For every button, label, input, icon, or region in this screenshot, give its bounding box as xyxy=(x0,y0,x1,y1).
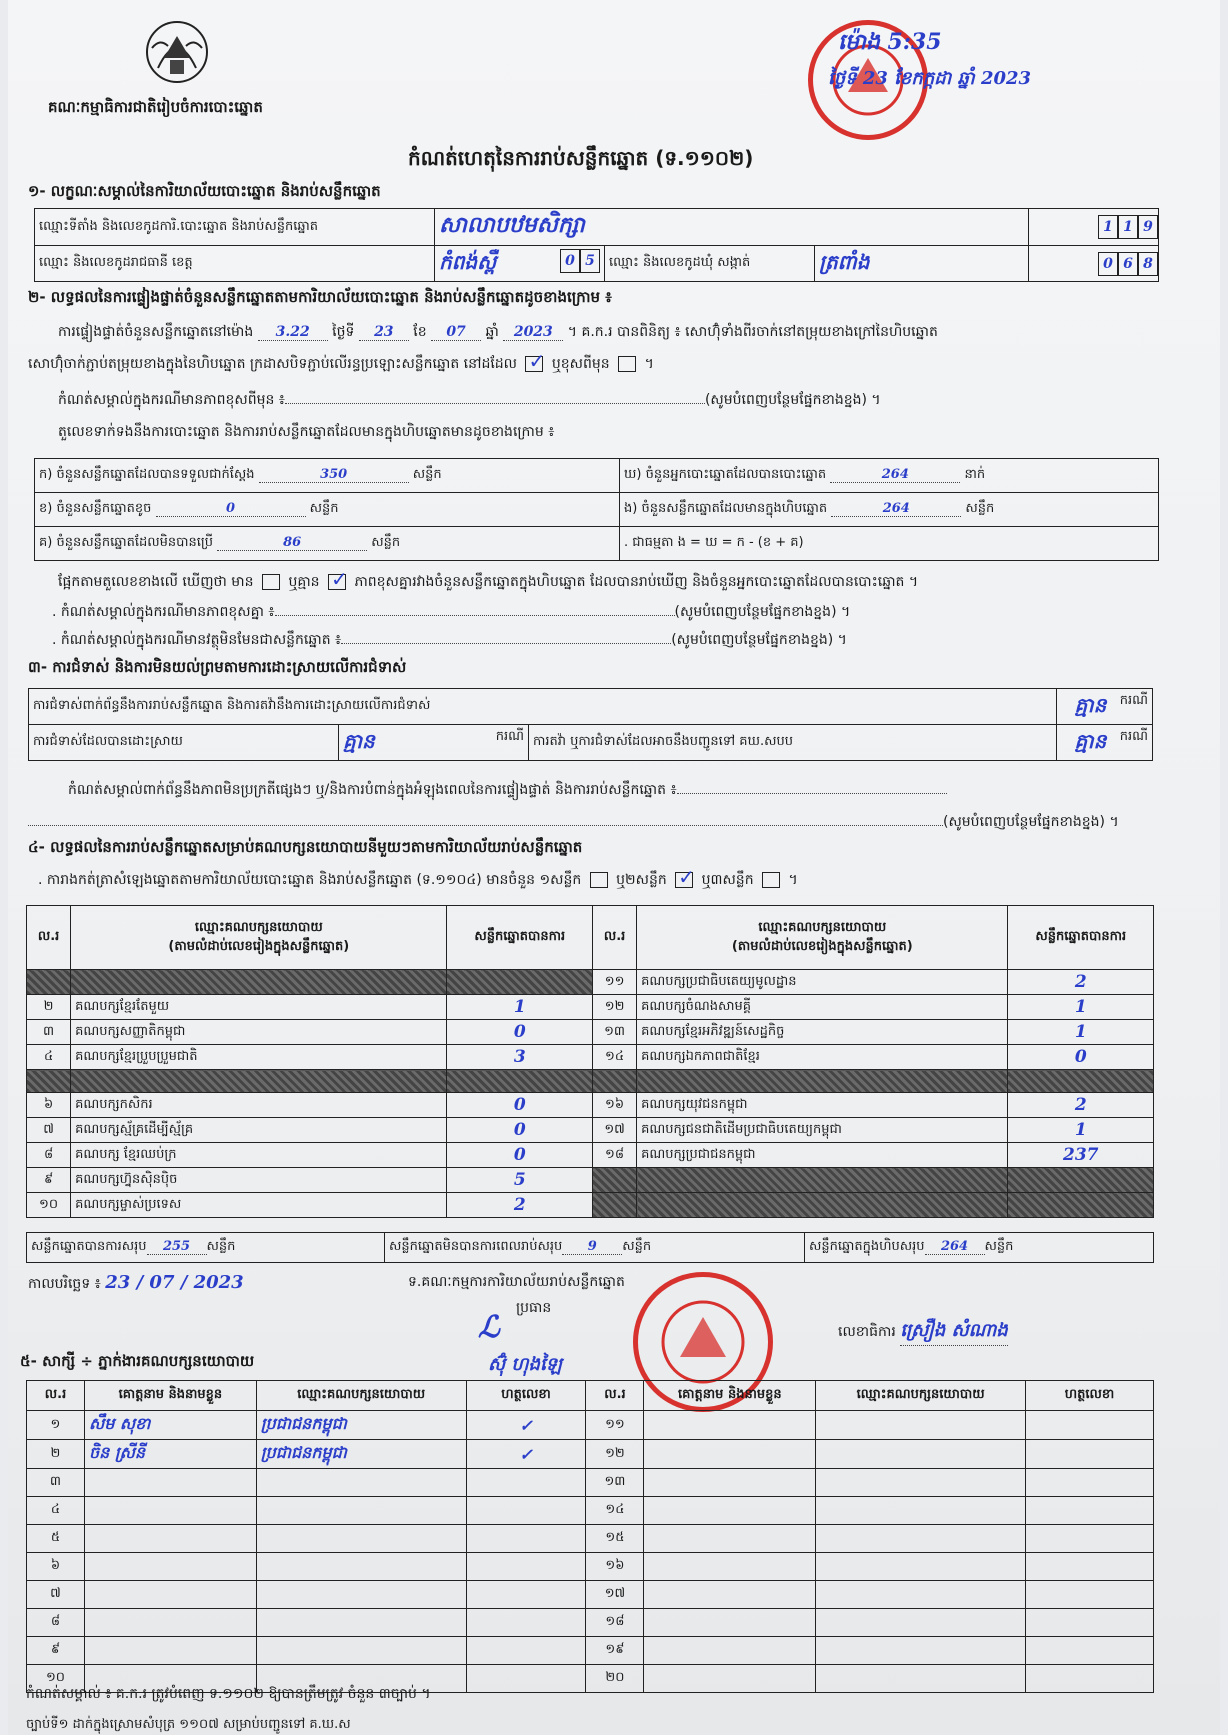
witness-empty-cell xyxy=(644,1497,816,1525)
witness-empty-cell xyxy=(644,1440,816,1469)
stamp-time: ម៉ោង 5:35 xyxy=(838,29,942,55)
date-value: 23 / 07 / 2023 xyxy=(105,1272,244,1293)
party-party-cell: គណបក្ស ខ្មែរឈប់ក្រ xyxy=(71,1143,447,1168)
verification-month: 07 xyxy=(431,324,481,341)
witness-row xyxy=(27,1609,1154,1637)
party-no-cell: ១២ xyxy=(593,995,637,1020)
witness-sign-cell: ✓ xyxy=(466,1440,586,1469)
witness-row xyxy=(27,1637,1154,1665)
total-in-box: 264 xyxy=(925,1239,985,1255)
unused-ballots: 86 xyxy=(217,535,367,551)
table-row xyxy=(27,1143,1154,1168)
party-votes-cell: 1 xyxy=(447,995,593,1020)
witness-no-cell: ៨ xyxy=(27,1609,85,1637)
party-party-cell: គណបក្សជនជាតិដើមប្រជាធិបតេយ្យកម្ពុជា xyxy=(637,1118,1008,1143)
witness-empty-cell xyxy=(1026,1469,1154,1497)
verification-line-2: សោហ៊ុំចាក់ភ្ជាប់តម្រុយខាងក្នុងនៃហិបឆ្នោត ក្រដាសបិទភ្ជាប់លើរន្ធប្រឡោះសន្លឹកឆ្នោត នៅដដែល ✓ ឬខុសពីមុន ។ xyxy=(28,349,654,373)
witness-row xyxy=(27,1525,1154,1553)
witness-no-cell: ៦ xyxy=(27,1553,85,1581)
party-votes-cell: 1 xyxy=(1008,1020,1154,1045)
witness-row xyxy=(27,1469,1154,1497)
witness-sign-cell xyxy=(466,1525,586,1553)
tally-sheet-line: . ការាងកត់ត្រាសំឡេងឆ្នោតតាមការិយាល័យបោះឆ្នោត និងរាប់សន្លឹកឆ្នោត (ទ.១១០៤) មានចំនួន ១សន្លឹក ឬ២សន្លឹក ✓ ឬ៣សន្លឹក ។ xyxy=(38,865,798,889)
section2-heading: ២- លទ្ធផលនៃការផ្ទៀងផ្ទាត់ចំនួនសន្លឹកឆ្នោតតាមការិយាល័យបោះឆ្នោត និងរាប់សន្លឹកឆ្នោតដូចខាងក្រោម ៖ xyxy=(28,288,612,306)
results-table: ល.រ ឈ្មោះគណបក្សនយោបាយ (តាមលំដាប់លេខរៀងក្នុងសន្លឹកឆ្នោត) សន្លឹកឆ្នោតបានការ ល.រ ឈ្មោះគណបក្សនយោបាយ (តាមលំដាប់លេខរៀងក្នុងសន្លឹកឆ្នោត) សន្លឹកឆ្នោតបានការ ១១ គណបក្សប្រជាធិបតេយ្យមូលដ្ឋាន 2 ២ គណបក្សខ្មែរតែមួយ 1 ១២ គណបក្សចំណងសាមគ្គី 1 ៣ គណបក្សសញ្ញាតិកម្ពុជា 0 ១៣ គណបក្សខ្មែរអភិវឌ្ឍន៍សេដ្ឋកិច្ច 1 ៤ គណបក្សខ្មែរប្រួបប្រួមជាតិ 3 ១៤ គណបក្សឯកភាពជាតិខ្មែរ 0 ៦ គណបក្សកសិករ 0 ១៦ គណបក្សយុវជនកម្ពុជា 2 ៧ គណបក្សស្ម័គ្រដើម្បីស្ម័គ្រ 0 ១៧ គណបក្សជនជាតិដើមប្រជាធិបតេយ្យកម្ពុជា 1 ៨ គណបក្ស ខ្មែរឈប់ក្រ 0 ១៨ គណបក្សប្រជាជនកម្ពុជា 237 ៩ គណបក្សហ្វ៊ុនស៊ិនប៉ិច 5 ១០ គណបក្សម្ចាស់ប្រទេស 2 xyxy=(26,905,1154,1218)
total-invalid: 9 xyxy=(562,1239,622,1255)
foreign-object-note: . កំណត់សម្គាល់ក្នុងករណីមានវត្ថុមិនមែនជាសន្លឹកឆ្នោត ៖ (សូមបំពេញបន្ថែមផ្នែកខាងខ្នង) ។ xyxy=(52,632,847,648)
verification-day: 23 xyxy=(359,324,409,341)
table-row xyxy=(27,1045,1154,1070)
commune-code-1: 0 xyxy=(1098,252,1118,276)
witness-empty-cell xyxy=(644,1637,816,1665)
shaded-cell xyxy=(447,970,593,995)
witness-sign-cell: ✓ xyxy=(466,1411,586,1440)
party-votes-cell: 5 xyxy=(447,1168,593,1193)
witness-empty-cell xyxy=(1026,1525,1154,1553)
shaded-cell xyxy=(637,1168,1008,1193)
shaded-cell xyxy=(1008,1193,1154,1218)
location-label: ឈ្មោះទីតាំង និងលេខកូដការិ.បោះឆ្នោត និងរាប់សន្លឹកឆ្នោត xyxy=(35,209,435,246)
party-party-cell: គណបក្សស្ម័គ្រដើម្បីស្ម័គ្រ xyxy=(71,1118,447,1143)
witness-name-cell xyxy=(84,1609,256,1637)
witness-name-cell xyxy=(84,1553,256,1581)
witness-name-cell xyxy=(84,1637,256,1665)
witness-empty-cell xyxy=(644,1665,816,1693)
commune-value: ត្រពាំង xyxy=(819,249,870,274)
ballots-in-box: 264 xyxy=(831,501,961,517)
party-party-cell: គណបក្សខ្មែរអភិវឌ្ឍន៍សេដ្ឋកិច្ច xyxy=(637,1020,1008,1045)
verification-line-4: តួលេខទាក់ទងនឹងការបោះឆ្នោត និងការរាប់សន្លឹកឆ្នោតដែលមានក្នុងហិបឆ្នោតមានដូចខាងក្រោម ៖ xyxy=(58,424,555,440)
party-votes-cell: 0 xyxy=(447,1118,593,1143)
counts-table: ក) ចំនួនសន្លឹកឆ្នោតដែលបានទទួលជាក់ស្ដែង 350 សន្លឹក ឃ) ចំនួនអ្នកបោះឆ្នោតដែលបានបោះឆ្នោត 264 នាក់ ខ) ចំនួនសន្លឹកឆ្នោតខូច 0 សន្លឹក ង) ចំនួនសន្លឹកឆ្នោតដែលមានក្នុងហិបឆ្នោត 264 សន្លឹក គ) ចំនួនសន្លឹកឆ្នោតដែលមិនបានប្រើ 86 សន្លឹក . ជាធម្មតា ង = ឃ = ក - (ខ + គ) xyxy=(34,458,1159,561)
location-value: សាលាបឋមសិក្សា xyxy=(439,212,585,238)
party-votes-cell: 1 xyxy=(1008,995,1154,1020)
province-code-1: 0 xyxy=(560,249,580,273)
witness-empty-cell xyxy=(644,1411,816,1440)
section5-heading: ៥- សាក្សី ÷ ភ្នាក់ងារគណបក្សនយោបាយ xyxy=(20,1352,255,1370)
witness-empty-cell xyxy=(816,1581,1026,1609)
province-value: កំពង់ស្ពឺ xyxy=(439,249,497,274)
section1-table xyxy=(34,208,1159,282)
objections-table: ការជំទាស់ពាក់ព័ន្ធនឹងការរាប់សន្លឹកឆ្នោត និងការតវ៉ានឹងការដោះស្រាយលើការជំទាស់ គ្មាន ករណី ការជំទាស់ដែលបានដោះស្រាយ គ្មាន ករណី ការតវ៉ា ឬការជំទាស់ដែលអាចនឹងបញ្ជូនទៅ គឃ.សបប គ្មាន ករណី xyxy=(28,688,1153,761)
province-label: ឈ្មោះ និងលេខកូដរាជធានី ខេត្ត xyxy=(35,246,435,282)
witness-name-cell xyxy=(84,1525,256,1553)
table-row xyxy=(27,1168,1154,1193)
witness-no-cell: ១៣ xyxy=(586,1469,644,1497)
three-sheets-checkbox[interactable] xyxy=(762,872,780,888)
witness-no-cell: ៣ xyxy=(27,1469,85,1497)
witness-empty-cell xyxy=(644,1553,816,1581)
party-no-cell: ៧ xyxy=(27,1118,71,1143)
witness-no-cell: ៩ xyxy=(27,1637,85,1665)
table-row xyxy=(27,1020,1154,1045)
unchanged-checkbox[interactable]: ✓ xyxy=(525,356,543,372)
witness-no-cell: ១១ xyxy=(586,1411,644,1440)
witness-empty-cell xyxy=(816,1469,1026,1497)
stamp-date: ថ្ងៃទី 23 ខែកក្កដា ឆ្នាំ 2023 xyxy=(828,68,1032,89)
objection-label: ការជំទាស់ពាក់ព័ន្ធនឹងការរាប់សន្លឹកឆ្នោត និងការតវ៉ានឹងការដោះស្រាយលើការជំទាស់ xyxy=(29,689,1057,725)
shaded-cell xyxy=(637,1193,1008,1218)
party-party-cell: គណបក្សប្រជាធិបតេយ្យមូលដ្ឋាន xyxy=(637,970,1008,995)
witness-name-cell: សឹម សុខា xyxy=(84,1411,256,1440)
table-row xyxy=(27,1193,1154,1218)
table-row xyxy=(27,1118,1154,1143)
witness-empty-cell xyxy=(1026,1581,1154,1609)
witness-name-cell xyxy=(84,1497,256,1525)
commune-label: ឈ្មោះ និងលេខកូដឃុំ សង្កាត់ xyxy=(605,246,815,282)
chair-label: ប្រធាន xyxy=(516,1300,552,1316)
forwarded-value: គ្មាន xyxy=(1074,728,1107,753)
shaded-cell xyxy=(27,1070,71,1093)
one-sheet-checkbox[interactable] xyxy=(590,872,608,888)
province-code-2: 5 xyxy=(580,249,600,273)
witness-party-cell xyxy=(256,1469,466,1497)
party-party-cell: គណបក្សខ្មែរតែមួយ xyxy=(71,995,447,1020)
witness-party-cell xyxy=(256,1497,466,1525)
changed-checkbox[interactable] xyxy=(618,356,636,372)
witness-sign-cell xyxy=(466,1637,586,1665)
party-no-cell: ១៤ xyxy=(593,1045,637,1070)
shaded-cell xyxy=(593,1070,637,1093)
witness-empty-cell xyxy=(644,1581,816,1609)
party-no-cell: ១១ xyxy=(593,970,637,995)
witness-no-cell: ១២ xyxy=(586,1440,644,1469)
witness-row xyxy=(27,1581,1154,1609)
witness-name-cell: ចិន ស្រីនី xyxy=(84,1440,256,1469)
no-difference-checkbox[interactable]: ✓ xyxy=(328,574,346,590)
table-row xyxy=(27,1093,1154,1118)
witness-empty-cell xyxy=(816,1553,1026,1581)
witness-party-cell xyxy=(256,1525,466,1553)
witness-empty-cell xyxy=(1026,1497,1154,1525)
party-party-cell: គណបក្សកសិករ xyxy=(71,1093,447,1118)
witness-no-cell: ១៩ xyxy=(586,1637,644,1665)
party-votes-cell: 0 xyxy=(447,1143,593,1168)
location-code-1: 1 xyxy=(1098,215,1118,239)
objection-value: គ្មាន xyxy=(1074,692,1107,717)
document-sheet xyxy=(8,0,1220,1735)
witness-sign-cell xyxy=(466,1469,586,1497)
party-no-cell: ៩ xyxy=(27,1168,71,1193)
party-votes-cell: 2 xyxy=(1008,970,1154,995)
page-title: កំណត់ហេតុនៃការរាប់សន្លឹកឆ្នោត (ទ.១១០២) xyxy=(408,146,754,170)
secretary-line: លេខាធិការ ស្រឿង សំណាង xyxy=(838,1318,1008,1346)
two-sheets-checkbox[interactable]: ✓ xyxy=(675,872,693,888)
difference-note: . កំណត់សម្គាល់ក្នុងករណីមានភាពខុសគ្នា ៖ (សូមបំពេញបន្ថែមផ្នែកខាងខ្នង) ។ xyxy=(52,604,851,620)
witness-row xyxy=(27,1440,1154,1469)
witness-table: ល.រ គោត្តនាម និងនាមខ្លួន ឈ្មោះគណបក្សនយោបាយ ហត្ថលេខា ល.រ គោត្តនាម និងនាមខ្លួន ឈ្មោះគណបក្សនយោបាយ ហត្ថលេខា ១ សឹម សុខា ប្រជាជនកម្ពុជា ✓ ១១ ២ ចិន ស្រីនី ប្រជាជនកម្ពុជា ✓ ១២ ៣ ១៣ ៤ ១៤ ៥ ១៥ ៦ ១៦ ៧ ១៧ ៨ ១៨ ៩ ១៩ ១០ ២០ xyxy=(26,1380,1154,1693)
witness-party-cell: ប្រជាជនកម្ពុជា xyxy=(256,1411,466,1440)
witness-row xyxy=(27,1497,1154,1525)
party-no-cell: ១៧ xyxy=(593,1118,637,1143)
verification-year: 2023 xyxy=(503,324,563,341)
table-row xyxy=(27,995,1154,1020)
witness-no-cell: ៤ xyxy=(27,1497,85,1525)
commune-code-3: 8 xyxy=(1138,252,1158,276)
shaded-cell xyxy=(637,1070,1008,1093)
witness-no-cell: ១៤ xyxy=(586,1497,644,1525)
shaded-cell xyxy=(71,1070,447,1093)
chair-name: ស៊ុំ ហុងឡៃ xyxy=(488,1354,562,1375)
party-party-cell: គណបក្សប្រជាជនកម្ពុជា xyxy=(637,1143,1008,1168)
witness-party-cell xyxy=(256,1609,466,1637)
spoiled-ballots: 0 xyxy=(156,501,306,517)
witness-empty-cell xyxy=(816,1609,1026,1637)
party-party-cell: គណបក្សយុវជនកម្ពុជា xyxy=(637,1093,1008,1118)
witness-empty-cell xyxy=(1026,1637,1154,1665)
party-votes-cell: 0 xyxy=(1008,1045,1154,1070)
received-ballots: 350 xyxy=(259,467,409,483)
party-party-cell: គណបក្សចំណងសាមគ្គី xyxy=(637,995,1008,1020)
resolved-label: ការជំទាស់ដែលបានដោះស្រាយ xyxy=(29,725,339,761)
party-votes-cell: 3 xyxy=(447,1045,593,1070)
party-votes-cell: 1 xyxy=(1008,1118,1154,1143)
witness-empty-cell xyxy=(816,1440,1026,1469)
footer-note: កំណត់សម្គាល់ ៖ គ.ក.រ ត្រូវបំពេញ ទ.១១០២ ឱ្យបានត្រឹមត្រូវ ចំនួន ៣ច្បាប់ ។ xyxy=(26,1686,431,1702)
party-votes-cell: 2 xyxy=(1008,1093,1154,1118)
witness-empty-cell xyxy=(816,1411,1026,1440)
witness-empty-cell xyxy=(1026,1553,1154,1581)
witness-no-cell: ១៧ xyxy=(586,1581,644,1609)
shaded-cell xyxy=(593,1168,637,1193)
party-no-cell: ១៦ xyxy=(593,1093,637,1118)
witness-sign-cell xyxy=(466,1553,586,1581)
witness-empty-cell xyxy=(1026,1665,1154,1693)
section1-heading: ១- លក្ខណៈសម្គាល់នៃការិយាល័យបោះឆ្នោត និងរាប់សន្លឹកឆ្នោត xyxy=(28,182,381,200)
irregularity-note-line2: (សូមបំពេញបន្ថែមផ្នែកខាងខ្នង) ។ xyxy=(28,812,1119,833)
shaded-cell xyxy=(27,970,71,995)
party-votes-cell: 0 xyxy=(447,1020,593,1045)
verification-time: 3.22 xyxy=(258,324,328,341)
shaded-cell xyxy=(1008,1168,1154,1193)
party-no-cell: ២ xyxy=(27,995,71,1020)
witness-no-cell: ១០ xyxy=(27,1665,85,1693)
party-party-cell: គណបក្សខ្មែរប្រួបប្រួមជាតិ xyxy=(71,1045,447,1070)
witness-empty-cell xyxy=(644,1609,816,1637)
difference-line: ផ្អែកតាមតួលេខខាងលើ ឃើញថា មាន ឬគ្មាន ✓ ភាពខុសគ្នារវាងចំនួនសន្លឹកឆ្នោតក្នុងហិបឆ្នោត ដែលបានរាប់ឃើញ និងចំនួនអ្នកបោះឆ្នោតដែលបានបោះឆ្នោត ។ xyxy=(58,567,919,591)
shaded-cell xyxy=(447,1070,593,1093)
witness-no-cell: ២ xyxy=(27,1440,85,1469)
shaded-cell xyxy=(593,1193,637,1218)
witness-sign-cell xyxy=(466,1497,586,1525)
party-party-cell: គណបក្សម្ចាស់ប្រទេស xyxy=(71,1193,447,1218)
party-no-cell: ៨ xyxy=(27,1143,71,1168)
date-line: កាលបរិច្ឆេទ ៖ 23 / 07 / 2023 xyxy=(28,1272,244,1293)
party-party-cell: គណបក្សសញ្ញាតិកម្ពុជា xyxy=(71,1020,447,1045)
table-row xyxy=(27,1070,1154,1093)
resolved-value: គ្មាន xyxy=(343,728,375,753)
witness-party-cell xyxy=(256,1553,466,1581)
witness-sign-cell xyxy=(466,1609,586,1637)
witness-sign-cell xyxy=(466,1665,586,1693)
witness-no-cell: ១ xyxy=(27,1411,85,1440)
witness-name-cell xyxy=(84,1581,256,1609)
voters-count: 264 xyxy=(830,467,960,483)
witness-empty-cell xyxy=(816,1637,1026,1665)
totals-table: សន្លឹកឆ្នោតបានការសរុប 255 សន្លឹក សន្លឹកឆ្នោតមិនបានការពេលរាប់សរុប 9 សន្លឹក សន្លឹកឆ្នោតក្នុងហិបសរុប 264 សន្លឹក xyxy=(26,1232,1154,1263)
witness-no-cell: ១៦ xyxy=(586,1553,644,1581)
shaded-cell xyxy=(71,970,447,995)
party-no-cell: ៦ xyxy=(27,1093,71,1118)
witness-party-cell xyxy=(256,1637,466,1665)
verification-line-1: ការផ្ទៀងផ្ទាត់ចំនួនសន្លឹកឆ្នោតនៅម៉ោង 3.22 ថ្ងៃទី 23 ខែ 07 ឆ្នាំ 2023 ។ គ.ក.រ បានពិនិត្យ ៖ សោហ៊ុំទាំងពីរចាក់នៅតម្រុយខាងក្រៅនៃហិបឆ្នោត xyxy=(58,324,938,340)
secretary-name: ស្រឿង សំណាង xyxy=(900,1318,1008,1346)
chair-signature: ℒ xyxy=(478,1310,500,1345)
committee-label: ទ.គណៈកម្មការការិយាល័យរាប់សន្លឹកឆ្នោត xyxy=(408,1274,625,1290)
location-code-2: 1 xyxy=(1118,215,1138,239)
witness-party-cell: ប្រជាជនកម្ពុជា xyxy=(256,1440,466,1469)
irregularity-note: កំណត់សម្គាល់ពាក់ព័ន្ធនឹងភាពមិនប្រក្រតីផ្សេងៗ ឬ/និងការបំពាន់ក្នុងអំឡុងពេលនៃការផ្ទៀងផ្ទាត់ និងការរាប់សន្លឹកឆ្នោត ៖ xyxy=(68,780,1138,801)
witness-row xyxy=(27,1553,1154,1581)
witness-no-cell: ៧ xyxy=(27,1581,85,1609)
committee-name: គណៈកម្មាធិការជាតិរៀបចំការបោះឆ្នោត xyxy=(48,98,263,116)
total-valid: 255 xyxy=(147,1239,207,1255)
verification-line-3: កំណត់សម្គាល់ក្នុងករណីមានភាពខុសពីមុន ៖ (សូមបំពេញបន្ថែមផ្នែកខាងខ្នង) ។ xyxy=(58,392,881,408)
section3-heading: ៣- ការជំទាស់ និងការមិនយល់ព្រមតាមការដោះស្រាយលើការជំទាស់ xyxy=(28,658,407,676)
table-row xyxy=(27,970,1154,995)
formula: . ជាធម្មតា ង = ឃ = ក - (ខ + គ) xyxy=(620,527,1159,561)
footer-note-2: ច្បាប់ទី១ ដាក់ក្នុងស្រោមសំបុត្រ ១១០៧ សម្រាប់បញ្ជូនទៅ គ.ឃ.ស xyxy=(26,1717,351,1732)
witness-empty-cell xyxy=(816,1497,1026,1525)
party-party-cell: គណបក្សហ្វ៊ុនស៊ិនប៉ិច xyxy=(71,1168,447,1193)
shaded-cell xyxy=(1008,1070,1154,1093)
witness-no-cell: ១៥ xyxy=(586,1525,644,1553)
witness-row xyxy=(27,1411,1154,1440)
party-no-cell: ១៨ xyxy=(593,1143,637,1168)
party-votes-cell: 237 xyxy=(1008,1143,1154,1168)
witness-no-cell: ៥ xyxy=(27,1525,85,1553)
party-no-cell: ១៣ xyxy=(593,1020,637,1045)
witness-party-cell xyxy=(256,1581,466,1609)
party-no-cell: ១០ xyxy=(27,1193,71,1218)
witness-no-cell: ១៨ xyxy=(586,1609,644,1637)
witness-empty-cell xyxy=(1026,1609,1154,1637)
section4-heading: ៤- លទ្ធផលនៃការរាប់សន្លឹកឆ្នោតសម្រាប់គណបក្សនយោបាយនីមួយៗតាមការិយាល័យរាប់សន្លឹកឆ្នោត xyxy=(28,838,583,856)
witness-empty-cell xyxy=(816,1525,1026,1553)
witness-empty-cell xyxy=(644,1469,816,1497)
party-votes-cell: 0 xyxy=(447,1093,593,1118)
party-votes-cell: 2 xyxy=(447,1193,593,1218)
witness-name-cell xyxy=(84,1469,256,1497)
witness-sign-cell xyxy=(466,1581,586,1609)
witness-empty-cell xyxy=(1026,1411,1154,1440)
witness-empty-cell xyxy=(644,1525,816,1553)
witness-empty-cell xyxy=(1026,1440,1154,1469)
party-no-cell: ៣ xyxy=(27,1020,71,1045)
forwarded-label: ការតវ៉ា ឬការជំទាស់ដែលអាចនឹងបញ្ជូនទៅ គឃ.សបប xyxy=(529,725,1057,761)
party-party-cell: គណបក្សឯកភាពជាតិខ្មែរ xyxy=(637,1045,1008,1070)
witness-empty-cell xyxy=(816,1665,1026,1693)
party-no-cell: ៤ xyxy=(27,1045,71,1070)
emblem-logo xyxy=(138,18,216,88)
witness-no-cell: ២០ xyxy=(586,1665,644,1693)
location-code-3: 9 xyxy=(1138,215,1158,239)
has-difference-checkbox[interactable] xyxy=(262,574,280,590)
commune-code-2: 6 xyxy=(1118,252,1138,276)
